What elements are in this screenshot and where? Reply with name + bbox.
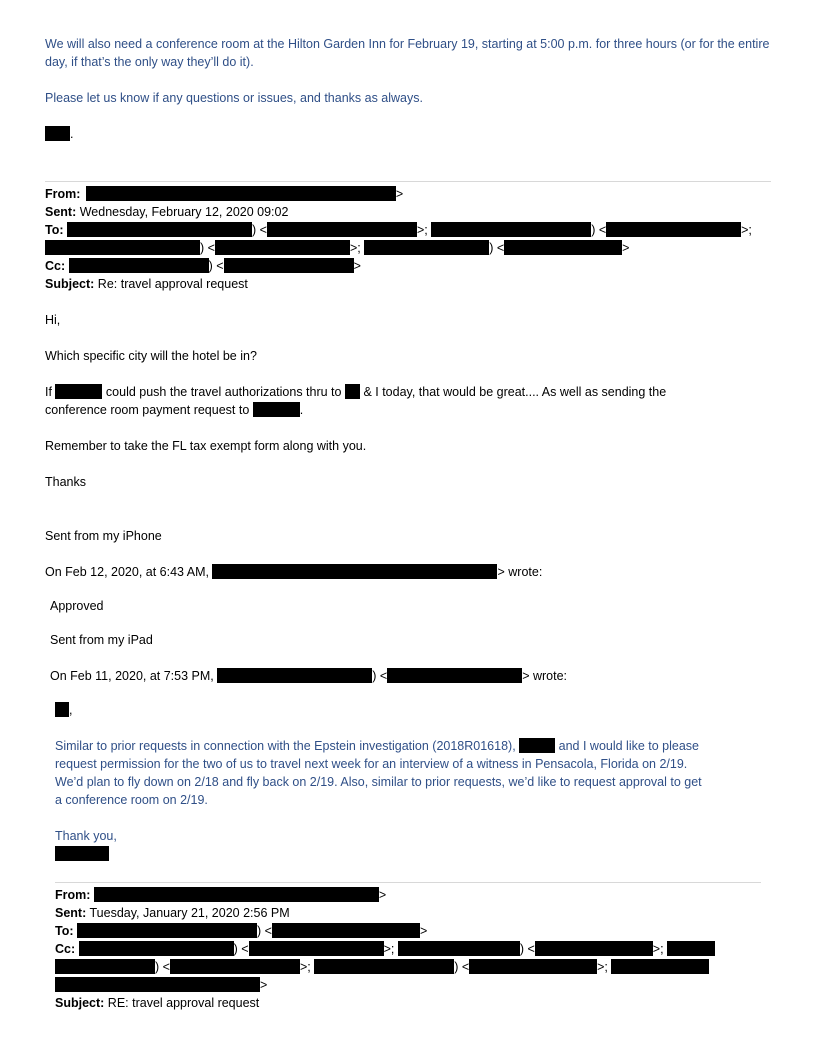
text-segment: > wrote: [522,669,567,683]
email1-to-line-1: To: ) < >; ) < >; [45,223,752,237]
email1-sent-label: Sent: [45,205,77,219]
text-segment: On Feb 11, 2020, at 7:53 PM, [50,669,214,683]
email1-question: Which specific city will the hotel be in? [45,349,257,363]
redaction-box [253,402,300,417]
divider-rule-2 [55,882,761,883]
email1-cc-label: Cc: [45,259,66,273]
request-para-line-4: a conference room on 2/19. [55,793,208,807]
text-segment: > wrote: [497,565,543,579]
reply-signature: Sent from my iPad [50,633,153,647]
redaction-box [398,941,520,956]
redaction-box [55,702,69,717]
top-signature-redaction: . [45,125,73,143]
redaction-box [77,923,257,938]
redaction-box [67,222,252,237]
redaction-box [272,923,420,938]
email1-to-line-2: ) < >; ) < > [45,239,629,257]
email2-cc-line-1: Cc: ) < >; ) < >; [55,940,715,958]
redaction-box [45,240,200,255]
email1-signature: Sent from my iPhone [45,529,162,543]
top-paragraph-2: Please let us know if any questions or issues, and thanks as always. [45,91,423,105]
email1-thanks: Thanks [45,475,86,489]
email2-to-line: To: ) < > [55,924,428,938]
request-salutation-redaction: , [55,701,72,719]
text-segment: conference room payment request to [45,403,250,417]
email1-quote-header [45,563,542,581]
email2-subject-line [55,994,259,1012]
email1-subject-label: Subject: [45,277,95,291]
email1-to-label: To: [45,223,64,237]
email2-cc-label: Cc: [55,942,76,956]
divider-rule-1 [45,181,771,182]
text-segment: Similar to prior requests in connection with the Epstein investigation (2018R01618), [55,739,516,753]
redaction-box [504,240,622,255]
redaction-box [45,126,70,141]
redaction-box [469,959,597,974]
redaction-box [611,959,709,974]
email2-from-line: From: > [55,888,387,902]
redaction-box [55,959,155,974]
text-segment: On Feb 12, 2020, at 6:43 AM, [45,565,209,579]
email1-sent-line [45,203,288,221]
top-paragraph-1: We will also need a conference room at the Hilton Garden Inn for February 19, starting at 5:00 p.m. for three hours (or for the entire day, if that’s the only way they’ll do it). [45,37,770,69]
redaction-box [606,222,741,237]
redaction-box [345,384,360,399]
email1-from-line: From: > [45,187,404,201]
redaction-box [212,564,497,579]
request-signature-redaction [55,845,109,863]
email1-sent-value: Wednesday, February 12, 2020 09:02 [79,205,289,219]
email2-sent-label: Sent: [55,906,87,920]
text-segment: & I today, that would be great.... As well as sending the [363,385,667,399]
redaction-box [364,240,489,255]
email2-cc-line-2: ) < >; ) < >; [55,958,709,976]
redaction-box [667,941,715,956]
redaction-box [314,959,454,974]
email1-subject-line [45,275,248,293]
reply-quote-header: On Feb 11, 2020, at 7:53 PM, ) < > wrote: [50,669,567,683]
email1-body-line-2: conference room payment request to . [45,403,304,417]
redaction-box [170,959,300,974]
reply-approved: Approved [50,599,104,613]
request-para-line-3: We’d plan to fly down on 2/18 and fly back on 2/19. Also, similar to prior requests, we’d like to request approval to get [55,775,702,789]
redaction-box [215,240,350,255]
email1-from-label: From: [45,187,81,201]
redaction-box [79,941,234,956]
email2-to-label: To: [55,924,74,938]
request-thank-you: Thank you, [55,829,117,843]
text-segment: could push the travel authorizations thru to [105,385,342,399]
request-para-line-1 [55,737,699,755]
redaction-box [431,222,591,237]
redaction-box [217,668,372,683]
email2-subject-label: Subject: [55,996,105,1010]
email2-from-label: From: [55,888,91,902]
redaction-box [94,887,379,902]
redaction-box [519,738,555,753]
redaction-box [387,668,522,683]
redaction-box [55,846,109,861]
email2-subject-value: RE: travel approval request [107,996,260,1010]
email2-sent-value: Tuesday, January 21, 2020 2:56 PM [89,906,290,920]
request-para-line-2: request permission for the two of us to travel next week for an interview of a witness in Pensacola, Florida on 2/19. [55,757,688,771]
email2-cc-line-3: > [55,976,267,994]
redaction-box [55,977,260,992]
text-segment: If [45,385,52,399]
email1-subject-value: Re: travel approval request [97,277,248,291]
email1-reminder: Remember to take the FL tax exempt form along with you. [45,439,367,453]
email2-sent-line [55,904,290,922]
email1-greeting: Hi, [45,313,61,327]
email1-body-line-1 [45,383,666,401]
redaction-box [249,941,384,956]
redaction-box [267,222,417,237]
redaction-box [535,941,653,956]
redaction-box [69,258,209,273]
redaction-box [55,384,102,399]
email1-cc-line: Cc: ) < > [45,259,361,273]
redaction-box [86,186,396,201]
redaction-box [224,258,354,273]
text-segment: and I would like to please [558,739,700,753]
